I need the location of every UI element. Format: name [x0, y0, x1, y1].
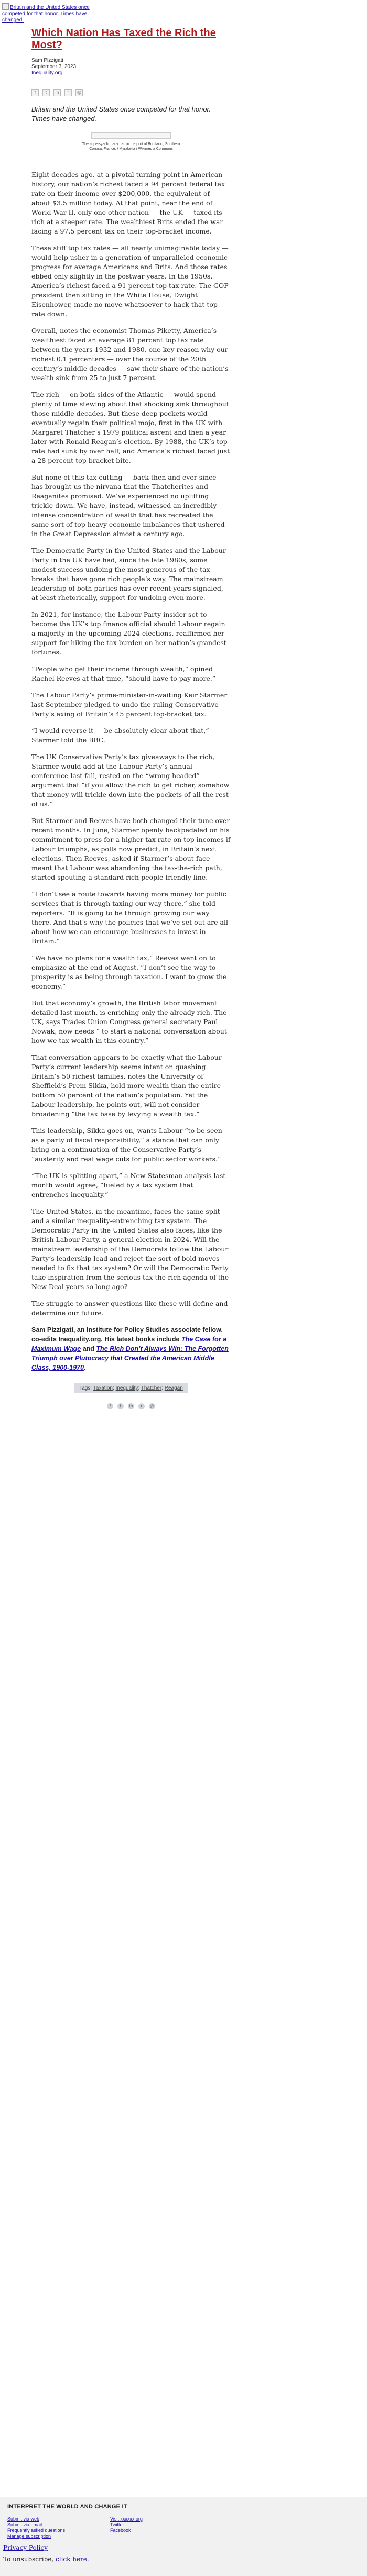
share-icons-bottom [31, 1400, 231, 1409]
facebook-icon[interactable]: f [107, 1403, 113, 1409]
tags-box: Tags: Taxation; Inequality; Thatcher; Reagan [74, 1383, 188, 1393]
article-paragraph: That conversation appears to be exactly what the Labour Party’s current leadership seems intent on quashing. Britain’s 50 richest families, notes the University of Sheffield’s Prem Sikka, hold more wealth than the entire bottom 50 percent of the nation’s population. Yet the Labour leadership, he points out, will not consider broadening “the tax base by levying a wealth tax.” [31, 1053, 222, 1118]
twitter-icon[interactable]: t [42, 89, 50, 96]
footer-link[interactable]: Twitter [110, 2522, 124, 2527]
unsubscribe-link[interactable]: click here [56, 2556, 87, 2563]
share-icons [31, 86, 231, 94]
article-paragraph: But none of this tax cutting — back then and ever since — has brought us the nirvana that the Thatcherites and Reaganites promised. We’ve experienced no uplifting trickle-down. We have, instead, witnessed an incredibly intense concentration of wealth that has recreated the same sort of top-heavy economic imbalances that ushered in the Great Depression almost a century ago. [31, 473, 225, 538]
tag-link[interactable]: Thatcher [141, 1385, 162, 1391]
footer-link[interactable]: Submit via email [7, 2522, 42, 2527]
author-bio [31, 1325, 231, 1372]
banner-image[interactable] [2, 3, 91, 24]
article-paragraph: In 2021, for instance, the Labour Party insider set to become the UK’s top finance official should Labour regain a majority in the upcoming 2024 elections, reaffirmed her support for hiking the tax burden on her nation’s grandest fortunes. [31, 610, 226, 656]
article-paragraph: The United States, in the meantime, faces the same split and a similar inequality-entrenching tax system. The Democratic Party in the United States also faces, like the British Labour Party, a general election in 2024. Will the mainstream leadership of the Democrats follow the Labour Party’s leadership lead and reject the sort of bold moves needed to fix that tax system? Or will the Democratic Party take inspiration from the serious tax-the-rich agenda of the New Deal years so long ago? [31, 1207, 229, 1291]
footer-link[interactable]: Facebook [110, 2528, 131, 2533]
byline [31, 58, 231, 76]
book-link-2[interactable]: The Rich Don’t Always Win: The Forgotten Triumph over Plutocracy that Created the American Middle Class, 1900-1970 [31, 1345, 229, 1371]
unsubscribe-text-end: . [87, 2556, 89, 2563]
article-paragraph: “People who get their income through wealth,” opined Rachel Reeves at that time, “should have to pay more.” [31, 665, 216, 682]
unsubscribe-text: To unsubscribe, [3, 2556, 56, 2563]
article-paragraph: “I don’t see a route towards having more money for public services that is through taxing our way there,” she told reporters. “It is going to be through growing our way there. And that’s why the policies that we’ve set out are all about how we can encourage businesses to invest in Britain.” [31, 890, 228, 945]
article-paragraph: But Starmer and Reeves have both changed their tune over recent months. In June, Starmer openly backpedaled on his commitment to press for a higher tax rate on top incomes if Labour triumphs, as polls now predict, in Britain’s next elections. Then Reeves, asked if Starmer’s about-face meant that Labour was abandoning the tax-the-rich path, started spouting a standard rich people-friendly line. [31, 817, 231, 881]
article-title [31, 27, 231, 51]
twitter-icon[interactable]: t [117, 1403, 124, 1409]
article-deck: Britain and the United States once competed for that honor. Times have changed. [31, 105, 211, 123]
privacy-policy-link[interactable]: Privacy Policy [3, 2544, 48, 2551]
article-paragraph: Eight decades ago, at a pivotal turning point in American history, our nation’s richest faced a 94 percent federal tax rate on their income over $200,000, the equivalent of about $3.5 million today. At that point, near the end of World War II, only one other nation — the UK — taxed its rich at a steeper rate. The wealthiest Brits ended the war facing a 97.5 percent tax on their top-bracket income. [31, 171, 225, 235]
broken-image-icon [2, 3, 9, 10]
author: Sam Pizzigati [31, 58, 63, 63]
email-icon[interactable]: @ [75, 89, 83, 96]
footer-link[interactable]: Visit xxxxxx.org [110, 2516, 143, 2522]
footer-heading: INTERPRET THE WORLD AND CHANGE IT [7, 2504, 127, 2510]
tag-link[interactable]: Reagan [164, 1385, 183, 1391]
site-link[interactable]: Inequality.org [31, 70, 63, 76]
footer-link[interactable]: Manage subscription [7, 2534, 51, 2539]
bio-text-mid: and [81, 1345, 96, 1352]
tags-label: Tags: [79, 1385, 92, 1391]
book-link-1[interactable]: The Case for a Maximum Wage [31, 1336, 227, 1352]
article-paragraph: The struggle to answer questions like these will define and determine our future. [31, 1300, 228, 1317]
article-paragraph: The rich — on both sides of the Atlantic — would spend plenty of time stewing about that shocking sink throughout those middle decades. But these deep pockets would eventually regain their political mojo, first in the UK with Margaret Thatcher’s 1979 political ascent and then a year later with Ronald Reagan’s election. By 1988, the UK’s top rate had sunk by over half, and America’s richest faced just a 28 percent top-bracket bite. [31, 391, 230, 464]
article [31, 27, 231, 1409]
date: September 3, 2023 [31, 64, 77, 70]
tag-link[interactable]: Taxation [93, 1385, 113, 1391]
tags [31, 1382, 231, 1393]
email-icon[interactable]: @ [150, 1404, 154, 1408]
facebook-icon[interactable]: f [31, 89, 39, 96]
footer-link[interactable]: Frequently asked questions [7, 2528, 66, 2533]
article-paragraph: The Democratic Party in the United States and the Labour Party in the UK have had, since the late 1980s, some modest success undoing the most generous of the tax breaks that have gone rich people’s way. The mainstream leadership of both parties has over recent years signaled, at least rhetorically, support for undoing even more. [31, 547, 226, 602]
bio-text: Sam Pizzigati, an Institute for Policy Studies associate fellow, co-edits Inequality.org. His latest books include [31, 1326, 223, 1343]
bottom-links [3, 2544, 89, 2563]
reddit-icon[interactable]: r [64, 89, 72, 96]
footer-link[interactable]: Submit via web [7, 2516, 40, 2522]
article-paragraph: “We have no plans for a wealth tax,” Reeves went on to emphasize at the end of August. “I don’t see the way to prosperity is as being through taxation. I want to grow the economy.” [31, 954, 227, 990]
reddit-icon[interactable]: r [138, 1403, 145, 1409]
article-paragraph: But that economy’s growth, the British labor movement detailed last month, is enriching only the already rich. The UK, says Trades Union Congress general secretary Paul Nowak, now needs “ to start a national conversation about how we tax wealth in this country.” [31, 999, 227, 1045]
footer [0, 2497, 367, 2576]
figure-caption: The supersyacht Lady Lau in the port of Bonifacio, Southern Corsica, France. / Myrabella / Wikimedia Commons [82, 142, 180, 151]
bio-text-end: . [84, 1364, 86, 1371]
article-paragraph: These stiff top tax rates — all nearly unimaginable today — would help usher in a generation of unparalleled economic progress for average Americans and Brits. And those rates ebbed only slightly in the postwar years. In the 1950s, America’s richest faced a 91 percent top tax rate. The GOP president then sitting in the White House, Dwight Eisenhower, made no move whatsoever to hack that top rate down. [31, 244, 229, 318]
article-paragraph: “The UK is splitting apart,” a New Statesman analysis last month would agree, “fueled by a tax system that entrenches inequality.” [31, 1172, 226, 1198]
figure-image [91, 132, 171, 139]
footer-links-1 [7, 2516, 65, 2539]
tag-link[interactable]: Inequality [115, 1385, 138, 1391]
article-title-link[interactable]: Which Nation Has Taxed the Rich the Most? [31, 27, 216, 51]
linkedin-icon[interactable]: in [128, 1403, 134, 1409]
linkedin-icon[interactable]: in [53, 89, 61, 96]
article-paragraph: “I would reverse it — be absolutely clear about that,” Starmer told the BBC. [31, 727, 209, 744]
figure [31, 131, 231, 151]
article-paragraph: The UK Conservative Party’s tax giveaways to the rich, Starmer would add at the Labour Party’s annual conference last fall, rested on the “wrong headed” argument that “if you allow the rich to get richer, somehow that money will trickle down into the pockets of all the rest of us.” [31, 753, 230, 808]
article-paragraph: Overall, notes the economist Thomas Piketty, America’s wealthiest faced an average 81 percent top tax rate between the years 1932 and 1980, one key reason why our richest 0.1 percenters — over the course of the 20th century’s middle decades — saw their share of the nation’s wealth sink from 25 to just 7 percent. [31, 327, 229, 382]
banner-alt-text: Britain and the United States once competed for that honor. Times have changed. [2, 5, 90, 23]
article-paragraph: The Labour Party’s prime-minister-in-waiting Keir Starmer last September pledged to undo the ruling Conservative Party’s axing of Britain’s 45 percent top-bracket tax. [31, 691, 228, 718]
article-paragraph: This leadership, Sikka goes on, wants Labour “to be seen as a party of fiscal responsibility,” a stance that can only bring on a continuation of the Conservative Party’s “austerity and real wage cuts for public sector workers.” [31, 1127, 222, 1163]
article-body [31, 170, 231, 1318]
footer-links-2 [110, 2516, 143, 2534]
